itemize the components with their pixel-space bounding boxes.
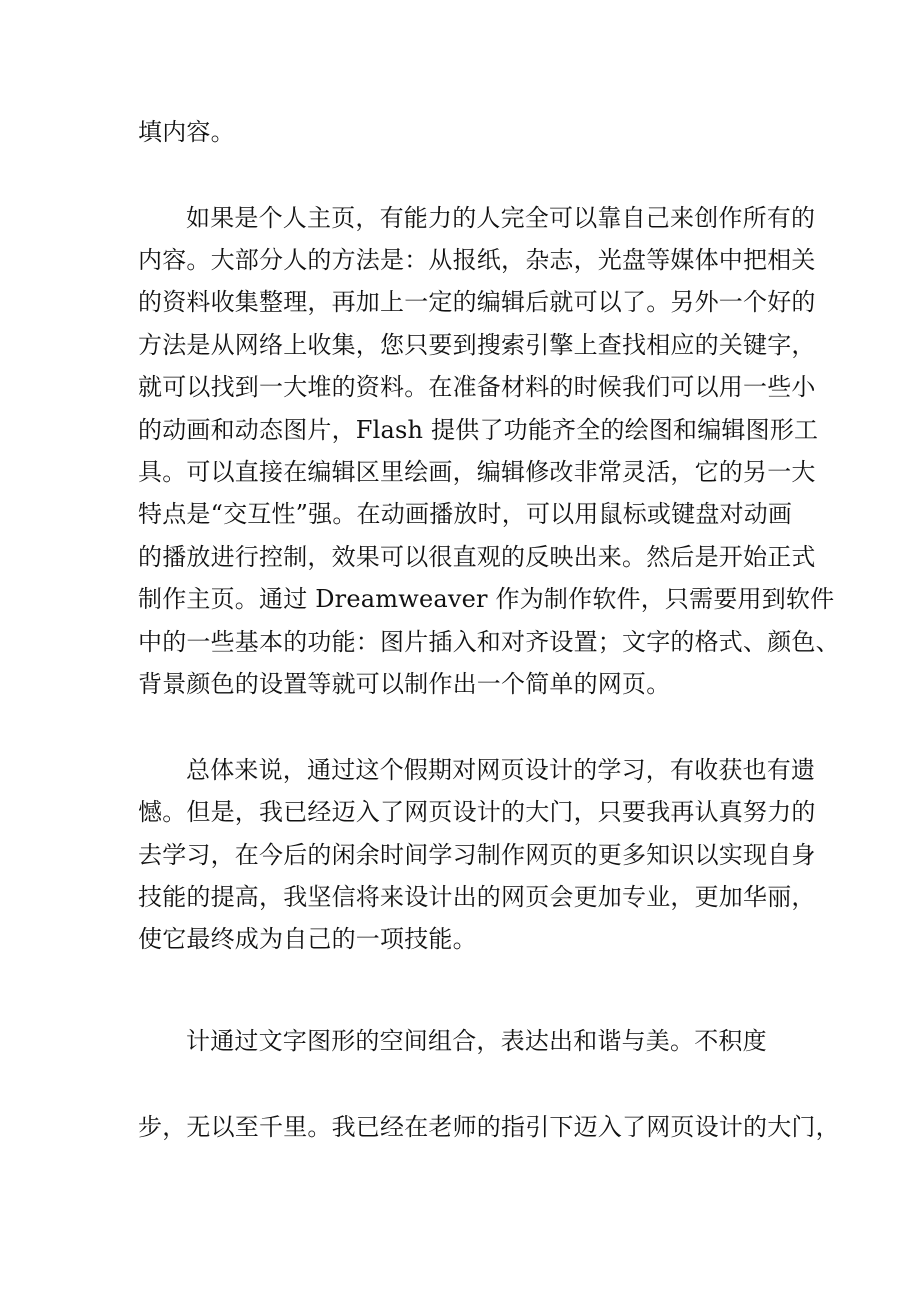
text-line: 具。可以直接在编辑区里绘画，编辑修改非常灵活，它的另一大 bbox=[138, 458, 816, 486]
text-line: 使它最终成为自己的一项技能。 bbox=[138, 925, 477, 953]
text-line: 背景颜色的设置等就可以制作出一个简单的网页。 bbox=[138, 670, 671, 698]
text-line: 如果是个人主页，有能力的人完全可以靠自己来创作所有的 bbox=[186, 204, 816, 232]
text-line: 的动画和动态图片，Flash 提供了功能齐全的绘图和编辑图形工 bbox=[138, 416, 819, 444]
text-line: 方法是从网络上收集，您只要到搜索引擎上查找相应的关键字， bbox=[138, 331, 816, 359]
text-line: 的资料收集整理，再加上一定的编辑后就可以了。另外一个好的 bbox=[138, 288, 816, 316]
text-line: 特点是“交互性”强。在动画播放时，可以用鼠标或键盘对动画 bbox=[138, 500, 793, 528]
text-line: 制作主页。通过 Dreamweaver 作为制作软件，只需要用到软件 bbox=[138, 585, 835, 613]
text-line: 憾。但是，我已经迈入了网页设计的大门，只要我再认真努力的 bbox=[138, 798, 816, 826]
text-line: 中的一些基本的功能：图片插入和对齐设置；文字的格式、颜色、 bbox=[138, 628, 840, 656]
text-line: 技能的提高，我坚信将来设计出的网页会更加专业，更加华丽， bbox=[138, 883, 816, 911]
text-line: 步，无以至千里。我已经在老师的指引下迈入了网页设计的大门， bbox=[138, 1113, 840, 1141]
text-line: 就可以找到一大堆的资料。在准备材料的时候我们可以用一些小 bbox=[138, 373, 816, 401]
text-line: 去学习，在今后的闲余时间学习制作网页的更多知识以实现自身 bbox=[138, 841, 816, 869]
text-line: 的播放进行控制，效果可以很直观的反映出来。然后是开始正式 bbox=[138, 543, 816, 571]
text-line: 计通过文字图形的空间组合，表达出和谐与美。不积度 bbox=[186, 1027, 767, 1055]
text-line: 内容。大部分人的方法是：从报纸，杂志，光盘等媒体中把相关 bbox=[138, 246, 816, 274]
text-line: 填内容。 bbox=[138, 118, 235, 146]
text-line: 总体来说，通过这个假期对网页设计的学习，有收获也有遗 bbox=[186, 756, 816, 784]
